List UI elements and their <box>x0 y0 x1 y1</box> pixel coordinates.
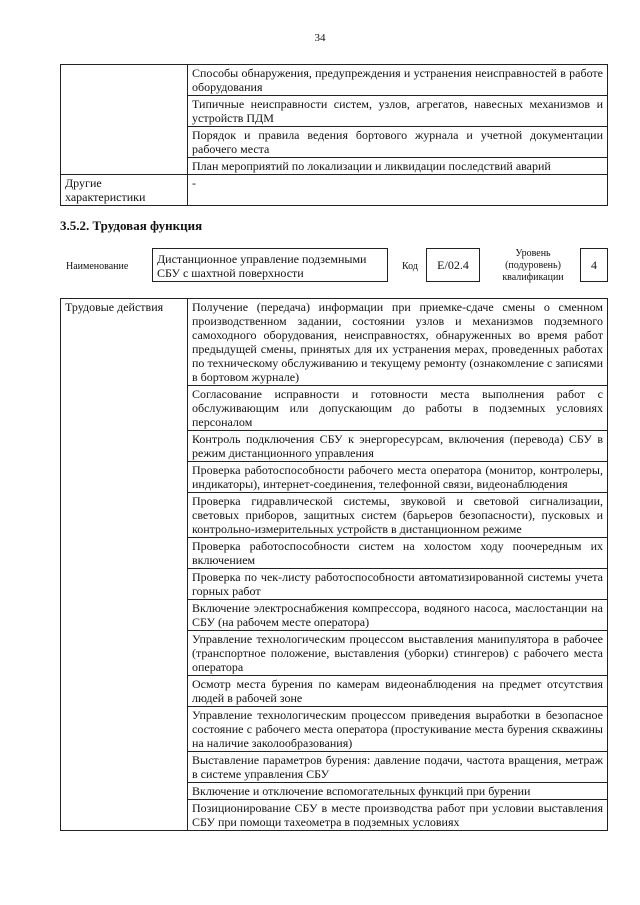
knowledge-table <box>60 64 608 206</box>
name-label: Наименование <box>66 261 129 272</box>
function-header <box>60 244 608 286</box>
labor-action-item: Получение (передача) информации при приемке-сдаче смены о сменном производственном задании, состоянии узлов и механизмов подземного самоходного оборудования, неисправностях, обнаруженных во время работ предыдущей смены, принятых для их устранения мерах, проведенных работах по техническому обслуживанию и текущему ремонту (ознакомление с записями в бортовом журнале) <box>188 299 608 386</box>
other-characteristics-label: Другие характеристики <box>61 175 188 206</box>
table-row <box>61 299 608 386</box>
labor-action-item: Проверка работоспособности систем на холостом ходу поочередным их включением <box>188 538 608 569</box>
labor-action-item: Проверка работоспособности рабочего места оператора (монитор, контролеры, индикаторы), интернет-соединения, телефонной связи, видеонаблюдения <box>188 462 608 493</box>
name-value: Дистанционное управление подземными СБУ с шахтной поверхности <box>152 248 388 282</box>
table-row <box>61 65 608 96</box>
level-value: 4 <box>580 248 608 282</box>
labor-action-item: Включение и отключение вспомогательных функций при бурении <box>188 783 608 800</box>
labor-action-item: Осмотр места бурения по камерам видеонаблюдения на предмет отсутствия людей в рабочей зоне <box>188 676 608 707</box>
labor-action-item: Контроль подключения СБУ к энергоресурсам, включения (перевода) СБУ в режим дистанционного управления <box>188 431 608 462</box>
labor-actions-table <box>60 298 608 831</box>
labor-action-item: Позиционирование СБУ в месте производства работ при условии выставления СБУ при помощи тахеометра в подземных условиях <box>188 800 608 831</box>
labor-action-item: Проверка гидравлической системы, звуковой и световой сигнализации, световых приборов, защитных систем (барьеров безопасности), пусковых и контрольно-измерительных устройств в дистанционном режиме <box>188 493 608 538</box>
section-heading: 3.5.2. Трудовая функция <box>60 218 203 233</box>
knowledge-item: План мероприятий по локализации и ликвидации последствий аварий <box>188 158 608 175</box>
page-number: 34 <box>314 32 326 44</box>
knowledge-item: Типичные неисправности систем, узлов, агрегатов, навесных механизмов и устройств ПДМ <box>188 96 608 127</box>
labor-action-item: Включение электроснабжения компрессора, водяного насоса, маслостанции на СБУ (на рабочем месте оператора) <box>188 600 608 631</box>
code-value: E/02.4 <box>426 248 480 282</box>
other-characteristics-value: - <box>188 175 608 206</box>
level-label: Уровень (подуровень) квалификации <box>502 248 564 283</box>
knowledge-item: Способы обнаружения, предупреждения и устранения неисправностей в работе оборудования <box>188 65 608 96</box>
labor-action-item: Проверка по чек-листу работоспособности автоматизированной системы учета горных работ <box>188 569 608 600</box>
labor-action-item: Управление технологическим процессом приведения выработки в безопасное состояние с рабочего места оператора (простукивание места бурения скважины на наличие заколообразования) <box>188 707 608 752</box>
labor-action-item: Выставление параметров бурения: давление подачи, частота вращения, метраж в системе управления СБУ <box>188 752 608 783</box>
labor-action-item: Согласование исправности и готовности места выполнения работ с обслуживающим или допускающим до работы в подземных условиях персоналом <box>188 386 608 431</box>
table-row <box>61 175 608 206</box>
knowledge-item: Порядок и правила ведения бортового журнала и учетной документации рабочего места <box>188 127 608 158</box>
code-label: Код <box>402 261 418 272</box>
labor-action-item: Управление технологическим процессом выставления манипулятора в рабочее (транспортное положение, выставления (уборки) стингеров) с рабочего места оператора <box>188 631 608 676</box>
knowledge-label-cell <box>61 65 188 175</box>
labor-actions-label: Трудовые действия <box>61 299 188 831</box>
